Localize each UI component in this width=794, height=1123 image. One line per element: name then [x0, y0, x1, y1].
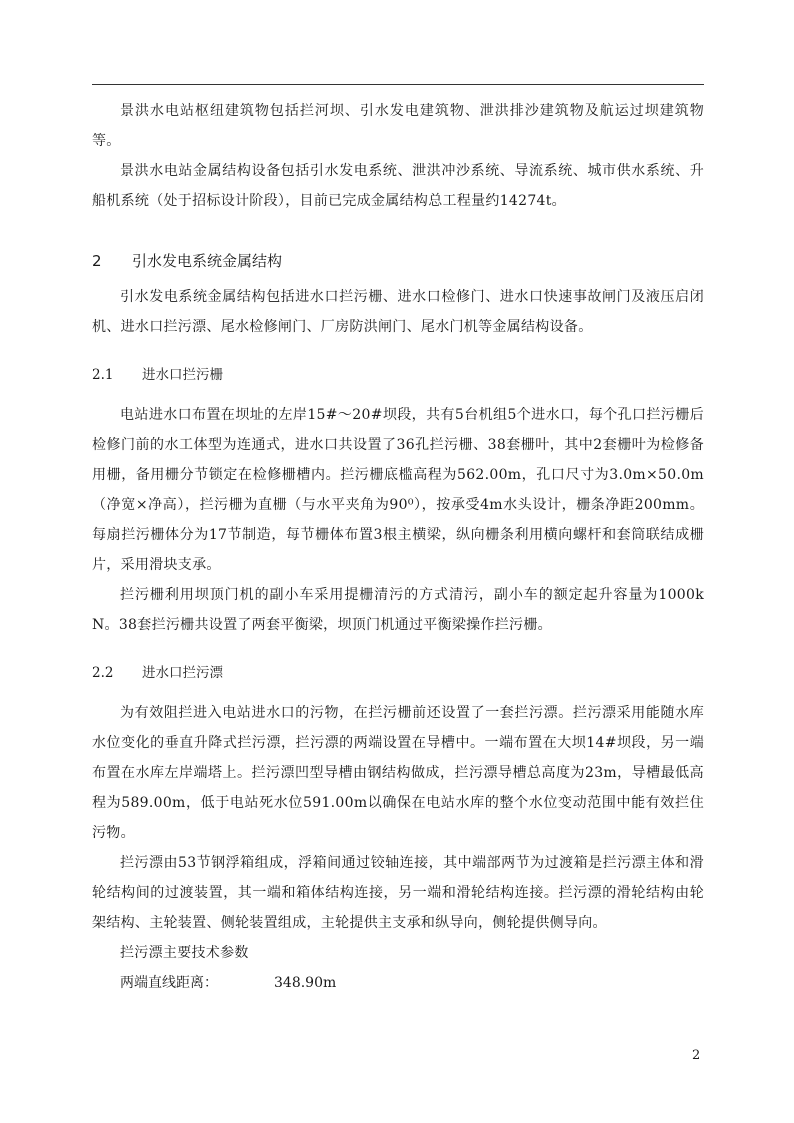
- parameter-value: 348.90m: [274, 975, 337, 991]
- intro-paragraph-1: 景洪水电站枢纽建筑物包括拦河坝、引水发电建筑物、泄洪排沙建筑物及航运过坝建筑物等。: [92, 103, 704, 149]
- parameter-row: [92, 968, 704, 998]
- section-2-1-heading: [92, 360, 704, 390]
- page-body: [92, 96, 704, 998]
- section-2-2-title: 进水口拦污漂: [142, 665, 223, 681]
- section-2-2-heading: [92, 658, 704, 688]
- page-number: 2: [692, 1048, 701, 1063]
- section-2-heading: [92, 246, 704, 276]
- intro-paragraph-2: 景洪水电站金属结构设备包括引水发电系统、泄洪冲沙系统、导流系统、城市供水系统、升船机系统（处于招标设计阶段），目前已完成金属结构总工程量约14274t。: [92, 163, 704, 209]
- section-2-1-paragraph-1: 电站进水口布置在坝址的左岸15#～20#坝段，共有5台机组5个进水口，每个孔口拦污栅后检修门前的水工体型为连通式，进水口共设置了36孔拦污栅、38套栅叶，其中2套栅叶为检修备用栅，备用栅分节锁定在检修栅槽内。拦污栅底槛高程为562.00m，孔口尺寸为3.0m×50.0m（净宽×净高），拦污栅为直栅（与水平夹角为90⁰），按承受4m水头设计，栅条净距200mm。每扇拦污栅体分为17节制造，每节栅体布置3根主横梁，纵向栅条利用横向螺杆和套筒联结成栅片，采用滑块支承。: [92, 407, 704, 573]
- section-2-1-title: 进水口拦污栅: [142, 367, 223, 383]
- parameter-label: 两端直线距离：: [120, 975, 218, 991]
- section-2-2-paragraph-2: 拦污漂由53节钢浮箱组成，浮箱间通过铰轴连接，其中端部两节为过渡箱是拦污漂主体和滑轮结构间的过渡装置，其一端和箱体结构连接，另一端和滑轮结构连接。拦污漂的滑轮结构由轮架结构、主轮装置、侧轮装置组成，主轮提供主支承和纵导向，侧轮提供侧导向。: [92, 855, 704, 931]
- section-2-paragraph: 引水发电系统金属结构包括进水口拦污栅、进水口检修门、进水口快速事故闸门及液压启闭机、进水口拦污漂、尾水检修闸门、厂房防洪闸门、尾水门机等金属结构设备。: [92, 289, 704, 335]
- section-2-1-paragraph-2: 拦污栅利用坝顶门机的副小车采用提栅清污的方式清污，副小车的额定起升容量为1000kN。38套拦污栅共设置了两套平衡梁，坝顶门机通过平衡梁操作拦污栅。: [92, 587, 704, 633]
- section-2-2-paragraph-1: 为有效阻拦进入电站进水口的污物，在拦污栅前还设置了一套拦污漂。拦污漂采用能随水库水位变化的垂直升降式拦污漂，拦污漂的两端设置在导槽中。一端布置在大坝14#坝段，另一端布置在水库左岸端塔上。拦污漂凹型导槽由钢结构做成，拦污漂导槽总高度为23m，导槽最低高程为589.00m，低于电站死水位591.00m以确保在电站水库的整个水位变动范围中能有效拦住污物。: [92, 705, 704, 841]
- section-2-2-paragraph-3: 拦污漂主要技术参数: [120, 945, 249, 961]
- section-2-title: 引水发电系统金属结构: [132, 252, 283, 270]
- section-2-2-number: 2.2: [92, 665, 114, 681]
- section-2-1-number: 2.1: [92, 367, 114, 383]
- header-rule: [92, 84, 704, 85]
- section-2-number: 2: [92, 252, 102, 270]
